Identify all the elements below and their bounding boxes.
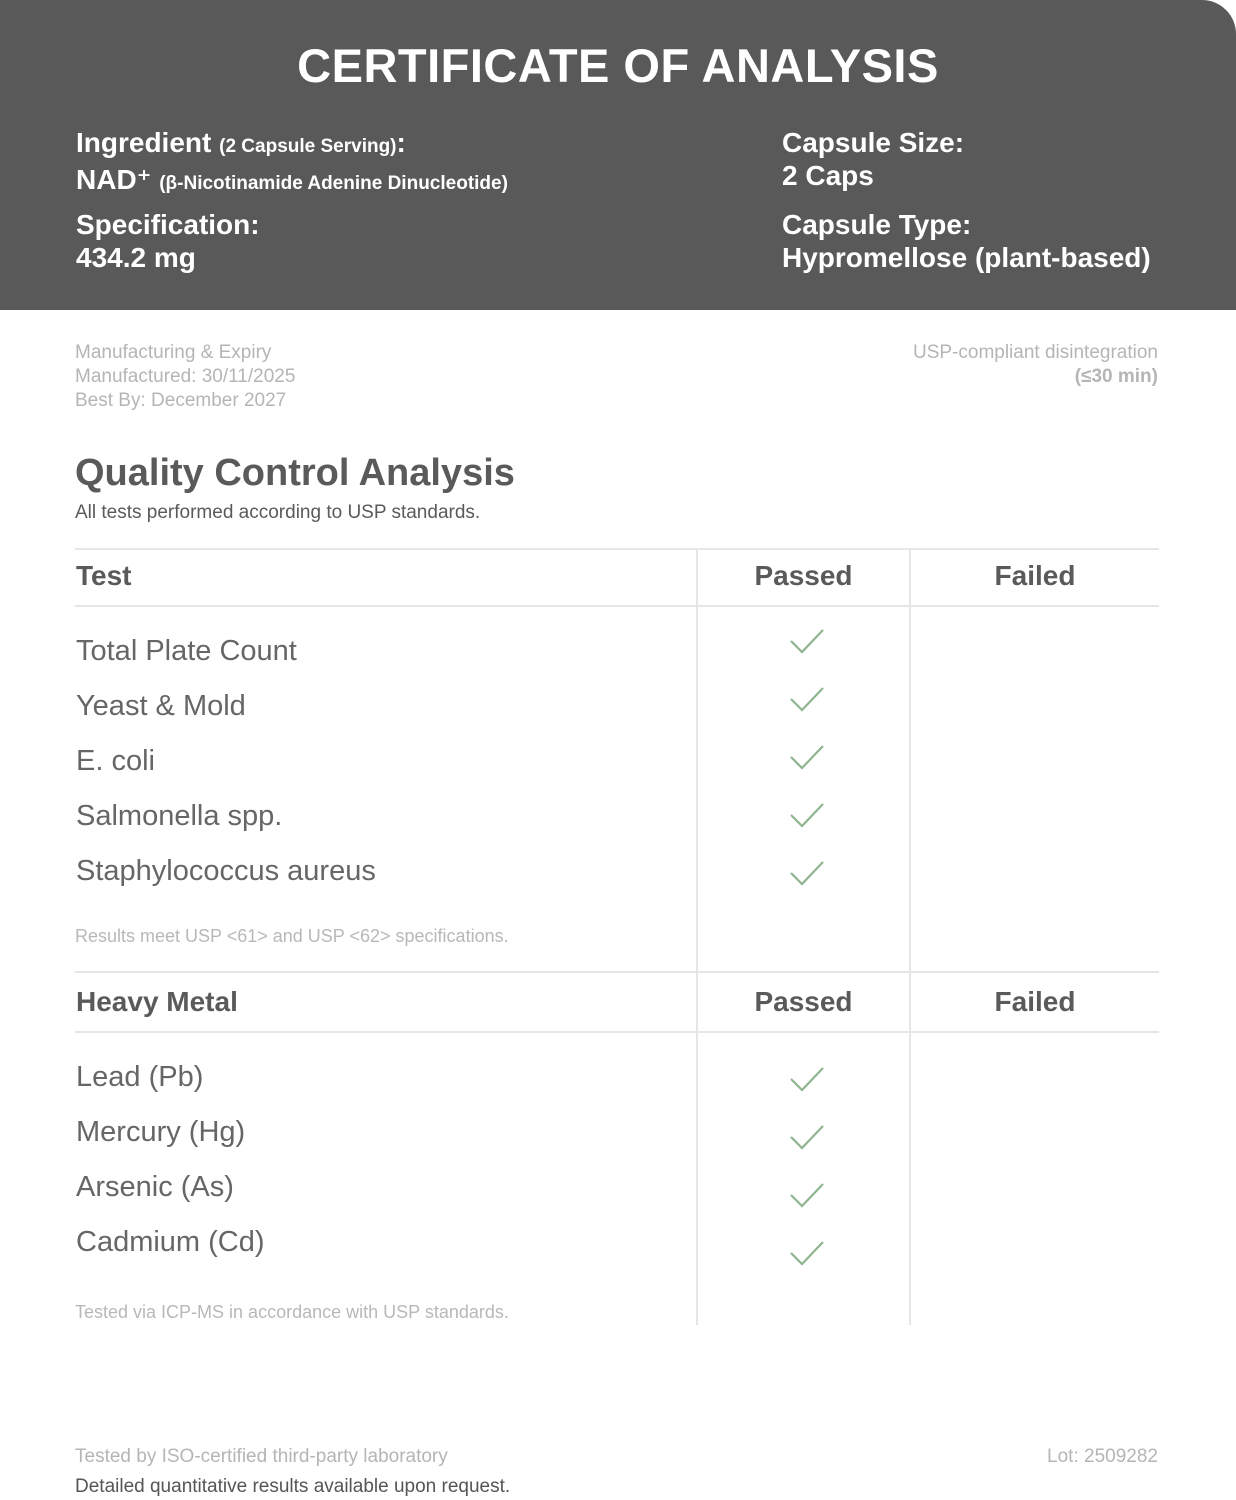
manufacturing-heading: Manufacturing & Expiry	[75, 342, 272, 363]
ingredient-name-detail: (β-Nicotinamide Adenine Dinucleotide)	[159, 173, 508, 194]
manufactured-date: Manufactured: 30/11/2025	[75, 366, 296, 387]
lot-number: Lot: 2509282	[1047, 1446, 1158, 1467]
best-by-date: Best By: December 2027	[75, 390, 287, 411]
metal-col-test: Heavy Metal	[76, 986, 238, 1017]
check-icon	[789, 1239, 825, 1267]
check-icon	[789, 1181, 825, 1209]
table-row-label: Yeast & Mold	[76, 690, 246, 722]
disintegration-line2: (≤30 min)	[1074, 366, 1158, 387]
table-rule	[75, 605, 1159, 607]
specification-value: 434.2 mg	[76, 242, 196, 273]
ingredient-serving: (2 Capsule Serving)	[219, 136, 397, 157]
check-icon	[789, 801, 825, 829]
metal-col-passed: Passed	[754, 986, 853, 1017]
table-row-label: E. coli	[76, 745, 155, 777]
micro-col-failed: Failed	[994, 560, 1076, 591]
specification-block	[76, 208, 260, 274]
capsule-type-value: Hypromellose (plant-based)	[782, 242, 1151, 273]
micro-col-test: Test	[76, 560, 132, 591]
capsule-type-label: Capsule Type:	[782, 209, 972, 240]
page-title: CERTIFICATE OF ANALYSIS	[297, 39, 939, 92]
manufacturing-info	[75, 341, 295, 413]
ingredient-block	[76, 126, 508, 200]
capsule-type-block	[782, 208, 1151, 274]
check-icon	[789, 859, 825, 887]
capsule-size-value: 2 Caps	[782, 160, 874, 191]
qc-subtitle: All tests performed according to USP standards.	[75, 502, 481, 523]
disintegration-info	[913, 341, 1158, 389]
specification-label: Specification:	[76, 209, 260, 240]
table-row-label: Total Plate Count	[76, 635, 297, 667]
table-row-label: Arsenic (As)	[76, 1171, 234, 1203]
table-rule	[75, 971, 1159, 973]
ingredient-colon: :	[396, 127, 406, 158]
check-icon	[789, 1123, 825, 1151]
check-icon	[789, 685, 825, 713]
table-row-label: Salmonella spp.	[76, 800, 283, 832]
micro-note: Results meet USP <61> and USP <62> specifications.	[75, 926, 509, 946]
table-row-label: Mercury (Hg)	[76, 1116, 246, 1148]
micro-col-passed: Passed	[754, 560, 853, 591]
check-icon	[789, 1065, 825, 1093]
capsule-size-block	[782, 126, 964, 192]
table-row-label: Lead (Pb)	[76, 1061, 204, 1093]
capsule-size-label: Capsule Size:	[782, 127, 965, 158]
metal-note: Tested via ICP-MS in accordance with USP standards.	[75, 1302, 509, 1322]
disintegration-line1: USP-compliant disintegration	[912, 342, 1158, 363]
ingredient-name: NAD⁺	[76, 164, 152, 195]
header-banner	[0, 0, 1236, 310]
check-icon	[789, 627, 825, 655]
request-note: Detailed quantitative results available upon request.	[75, 1476, 511, 1497]
table-rule	[75, 548, 1159, 550]
lab-note: Tested by ISO-certified third-party laboratory	[75, 1446, 448, 1467]
table-rule	[75, 1031, 1159, 1033]
check-icon	[789, 743, 825, 771]
table-row-label: Staphylococcus aureus	[76, 855, 376, 887]
column-divider	[909, 548, 911, 1325]
table-row-label: Cadmium (Cd)	[76, 1226, 265, 1258]
column-divider	[696, 548, 698, 1325]
qc-title: Quality Control Analysis	[75, 452, 515, 494]
metal-col-failed: Failed	[994, 986, 1076, 1017]
ingredient-label: Ingredient	[76, 127, 212, 158]
